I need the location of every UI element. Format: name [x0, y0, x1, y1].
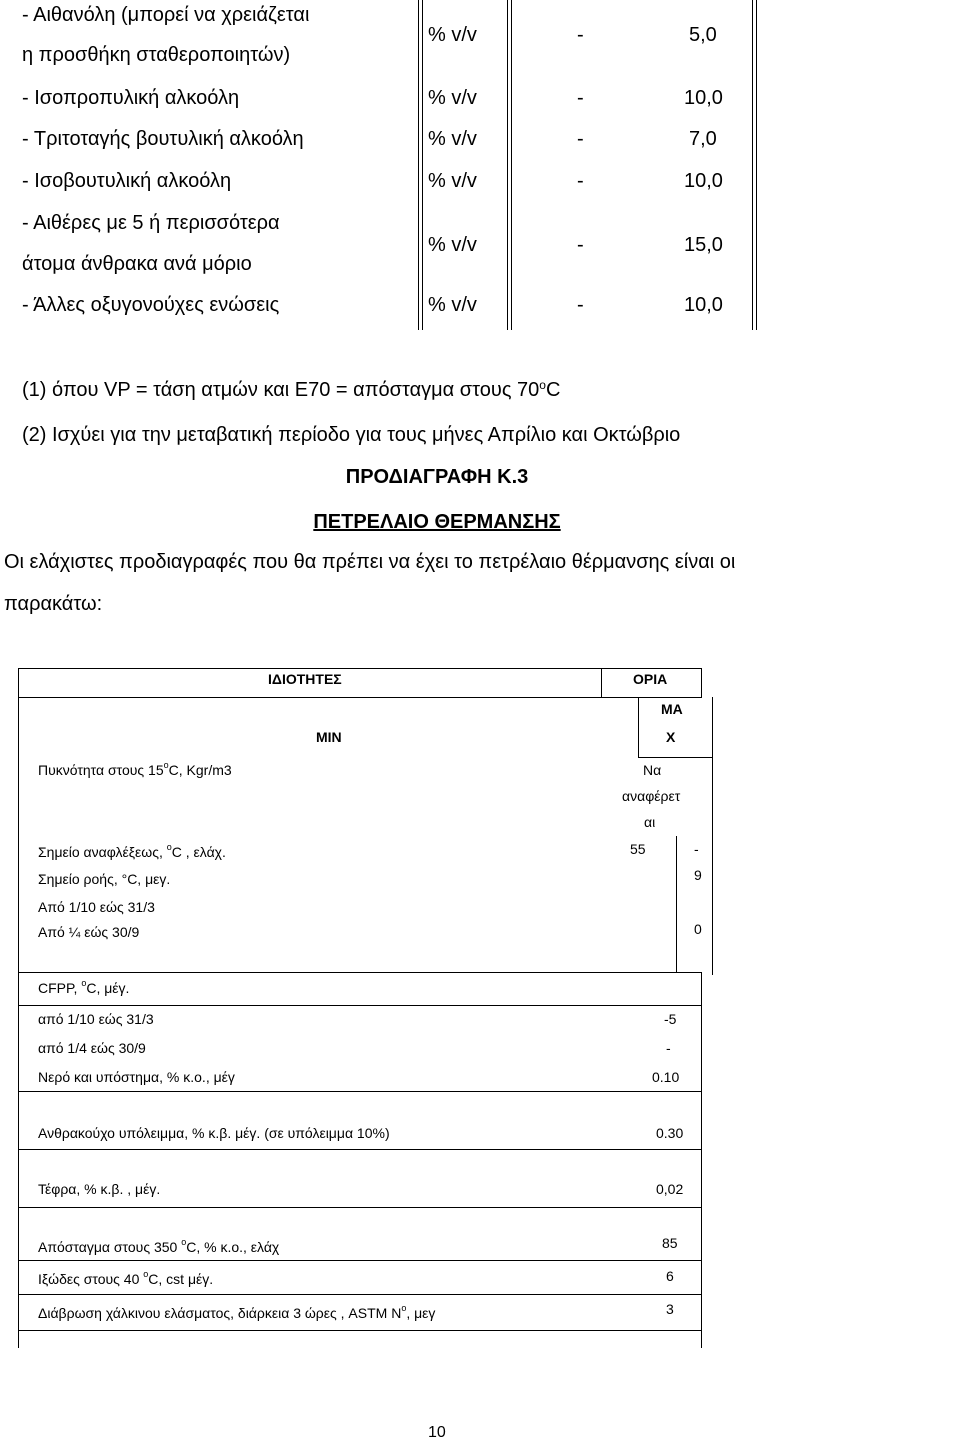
cell-text: C, % κ.ο., ελάχ	[186, 1239, 280, 1255]
degree-mark: ο	[181, 1237, 187, 1247]
table-border	[18, 1005, 702, 1006]
table-cell: % v/v	[428, 87, 477, 109]
table-border	[18, 1207, 702, 1208]
table-border	[18, 1330, 702, 1331]
table-cell: -	[577, 170, 584, 192]
footnote-1	[22, 379, 560, 402]
table-cell: % v/v	[428, 128, 477, 150]
degree-mark: ο	[539, 378, 546, 392]
table-cell: % v/v	[428, 170, 477, 192]
degree-mark: ο	[81, 978, 87, 988]
row-density-label	[38, 762, 232, 778]
degree-mark: ο	[401, 1303, 407, 1313]
cell-text: Σημείο αναφλέξεως,	[38, 844, 167, 860]
pour-value-2: 0	[694, 921, 702, 937]
header-max-line-2: X	[666, 729, 676, 745]
cell-text: C, μέγ.	[86, 980, 130, 996]
row-pour-label: Σημείο ροής, °C, μεγ.	[38, 871, 171, 887]
row-viscosity-label	[38, 1271, 213, 1287]
table-border	[422, 0, 423, 330]
row-ash-label: Τέφρα, % κ.β. , μέγ.	[38, 1181, 161, 1197]
table-border	[701, 972, 702, 1348]
table-cell: 10,0	[684, 294, 723, 316]
table-cell: - Ισοπροπυλική αλκοόλη	[22, 87, 240, 109]
cell-text: Απόσταγμα στους 350	[38, 1239, 182, 1255]
table-cell: -	[577, 87, 584, 109]
intro-text-line-1: Οι ελάχιστες προδιαγραφές που θα πρέπει να έχει το πετρέλαιο θέρμανσης είναι οι	[4, 551, 736, 573]
row-pour-period-2: Από ¼ εώς 30/9	[38, 924, 140, 940]
row-cfpp-period-2: από 1/4 εώς 30/9	[38, 1040, 146, 1056]
row-distillation-label	[38, 1239, 279, 1255]
table-cell: 10,0	[684, 170, 723, 192]
table-border	[18, 1091, 702, 1092]
cell-text: C, cst μέγ.	[148, 1271, 214, 1287]
table-border	[18, 1294, 702, 1295]
table-border	[511, 0, 512, 330]
row-pour-period-1: Από 1/10 εώς 31/3	[38, 899, 155, 915]
distillation-value: 85	[662, 1235, 678, 1251]
row-water-label: Νερό και υπόστημα, % κ.ο., μέγ	[38, 1069, 235, 1085]
table-cell: - Ισοβουτυλική αλκοόλη	[22, 170, 232, 192]
footnote-text: (1) όπου VP = τάση ατμών και E70 = απόσταγμα στους 70	[22, 379, 540, 401]
header-max-line-1: MA	[661, 701, 683, 717]
table-cell: -	[577, 128, 584, 150]
header-min: MIN	[316, 729, 342, 745]
table-border	[601, 668, 602, 698]
density-value-line-1: Να	[643, 762, 662, 778]
cfpp-value-2: -	[666, 1040, 671, 1056]
footnote-2: (2) Ισχύει για την μεταβατική περίοδο για τους μήνες Απρίλιο και Οκτώβριο	[22, 424, 681, 446]
table-border	[18, 1149, 702, 1150]
table-border	[638, 757, 712, 758]
pour-value-1: 9	[694, 867, 702, 883]
cell-text: Ιξώδες στους 40	[38, 1271, 144, 1287]
row-flash-label	[38, 844, 226, 860]
table-cell: άτομα άνθρακα ανά μόριο	[22, 253, 252, 275]
water-value: 0.10	[652, 1069, 680, 1085]
cell-text: Διάβρωση χάλκινου ελάσματος, διάρκεια 3 ώρες , ASTM N	[38, 1305, 402, 1321]
table-border	[701, 668, 702, 698]
table-cell: - Άλλες οξυγονούχες ενώσεις	[22, 294, 280, 316]
table-cell: 15,0	[684, 234, 723, 256]
table-border	[18, 668, 19, 1348]
corrosion-value: 3	[666, 1301, 674, 1317]
density-value-line-2: αναφέρετ	[622, 788, 681, 804]
table-cell: - Τριτοταγής βουτυλική αλκοόλη	[22, 128, 304, 150]
density-value-line-3: αι	[644, 814, 656, 830]
table-cell: % v/v	[428, 234, 477, 256]
table-border	[676, 836, 677, 972]
table-cell: - Αιθέρες με 5 ή περισσότερα	[22, 212, 280, 234]
table-cell: 5,0	[689, 24, 717, 46]
row-cfpp-period-1: από 1/10 εώς 31/3	[38, 1011, 154, 1027]
row-corrosion-label	[38, 1305, 435, 1321]
table-cell: -	[577, 24, 584, 46]
header-properties: ΙΔΙΟΤΗΤΕΣ	[268, 671, 342, 687]
cell-text: C, Kgr/m3	[168, 762, 232, 778]
row-cfpp-label	[38, 980, 129, 996]
table-border	[18, 1260, 702, 1261]
row-carbon-label: Ανθρακούχο υπόλειμμα, % κ.β. μέγ. (σε υπόλειμμα 10%)	[38, 1125, 390, 1141]
cfpp-value-1: -5	[664, 1011, 677, 1027]
cell-text: , μεγ	[406, 1305, 436, 1321]
degree-mark: ο	[163, 760, 169, 770]
section-title: ΠΡΟΔΙΑΓΡΑΦΗ Κ.3	[345, 466, 529, 488]
carbon-value: 0.30	[656, 1125, 684, 1141]
table-border	[638, 697, 639, 757]
table-border	[18, 972, 702, 973]
table-cell: - Αιθανόλη (μπορεί να χρειάζεται	[22, 4, 310, 26]
table-cell: % v/v	[428, 294, 477, 316]
table-cell: -	[577, 294, 584, 316]
degree-mark: ο	[166, 842, 172, 852]
table-border	[18, 668, 702, 669]
table-cell: -	[577, 234, 584, 256]
table-border	[752, 0, 753, 330]
cell-text: CFPP,	[38, 980, 82, 996]
table-cell: 7,0	[689, 128, 717, 150]
table-border	[712, 697, 713, 975]
table-border	[18, 697, 702, 698]
table-cell: 10,0	[684, 87, 723, 109]
cell-text: Πυκνότητα στους 15	[38, 762, 164, 778]
ash-value: 0,02	[656, 1181, 684, 1197]
page-number: 10	[428, 1424, 446, 1441]
table-border	[418, 0, 419, 330]
table-border	[756, 0, 757, 330]
table-cell: % v/v	[428, 24, 477, 46]
section-subtitle: ΠΕΤΡΕΛΑΙΟ ΘΕΡΜΑΝΣΗΣ	[313, 511, 561, 533]
header-limits: ΟΡΙΑ	[633, 671, 668, 687]
degree-mark: ο	[143, 1269, 149, 1279]
flash-min-value: 55	[630, 841, 646, 857]
table-border	[507, 0, 508, 330]
viscosity-value: 6	[666, 1268, 674, 1284]
flash-max-value: -	[694, 841, 699, 857]
footnote-text: C	[545, 379, 561, 401]
intro-text-line-2: παρακάτω:	[4, 593, 103, 615]
table-cell: η προσθήκη σταθεροποιητών)	[22, 44, 291, 66]
cell-text: C , ελάχ.	[171, 844, 226, 860]
